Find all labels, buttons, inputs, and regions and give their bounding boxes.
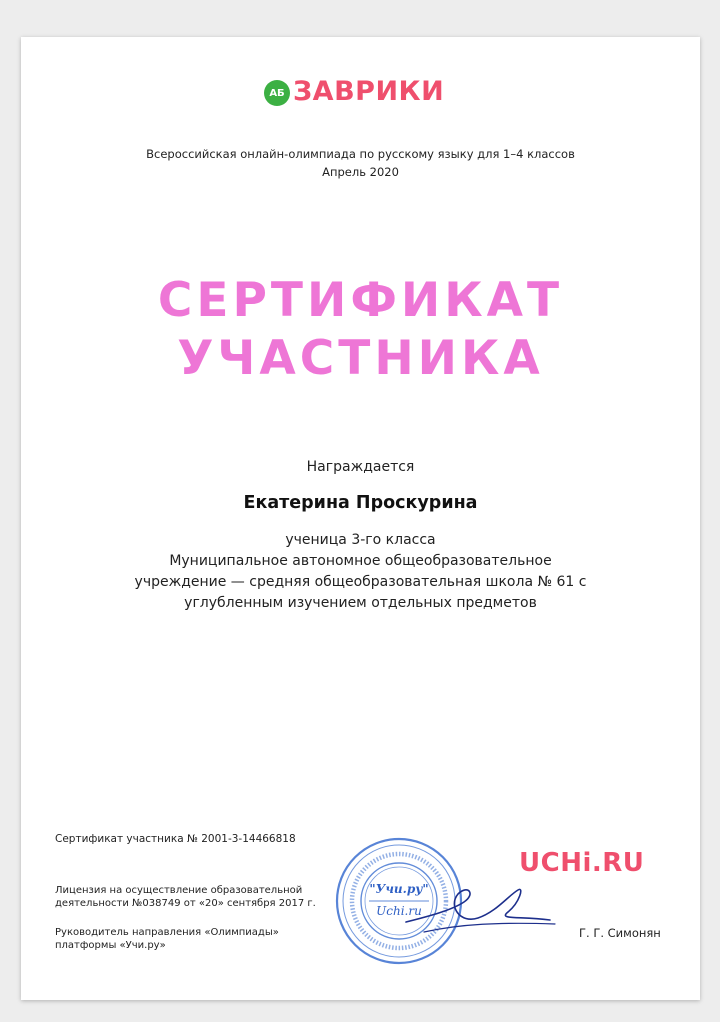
olympiad-name: Всероссийская онлайн-олимпиада по русскому языку для 1–4 классов	[146, 147, 575, 161]
awarded-label: Награждается	[306, 459, 415, 475]
uchi-ru-logo: UCHi.RU	[519, 848, 645, 878]
details-line: Муниципальное автономное общеобразовательное	[169, 553, 552, 569]
recipient-name: Екатерина Проскурина	[243, 493, 478, 513]
title-line-2: УЧАСТНИКА	[177, 331, 544, 386]
logo-text: ЗАВРИКИ	[293, 75, 445, 107]
details-line: ученица 3-го класса	[285, 532, 436, 548]
zavriki-logo	[264, 74, 444, 108]
olympiad-header	[21, 145, 700, 181]
license-text	[55, 884, 316, 910]
certificate-title	[21, 272, 700, 388]
logo-badge: АБ	[264, 80, 290, 106]
license-line: деятельности №038749 от «20» сентября 2017 г.	[55, 898, 316, 909]
title-line-1: СЕРТИФИКАТ	[157, 273, 564, 328]
stamp-inner-line-2: Uchi.ru	[376, 904, 422, 918]
olympiad-date: Апрель 2020	[322, 165, 399, 179]
certificate-number: Сертификат участника № 2001-3-14466818	[55, 833, 296, 845]
details-line: учреждение — средняя общеобразовательная школа № 61 с	[134, 574, 587, 590]
head-line: платформы «Учи.ру»	[55, 940, 166, 951]
license-line: Лицензия на осуществление образовательной	[55, 885, 303, 896]
signatory-name: Г. Г. Симонян	[579, 926, 661, 940]
head-title	[55, 926, 279, 952]
head-line: Руководитель направления «Олимпиады»	[55, 927, 279, 938]
stamp-inner-line-1: "Учи.ру"	[369, 882, 429, 896]
details-line: углубленным изучением отдельных предметов	[184, 595, 537, 611]
signature	[400, 872, 560, 942]
recipient-details	[21, 530, 700, 614]
